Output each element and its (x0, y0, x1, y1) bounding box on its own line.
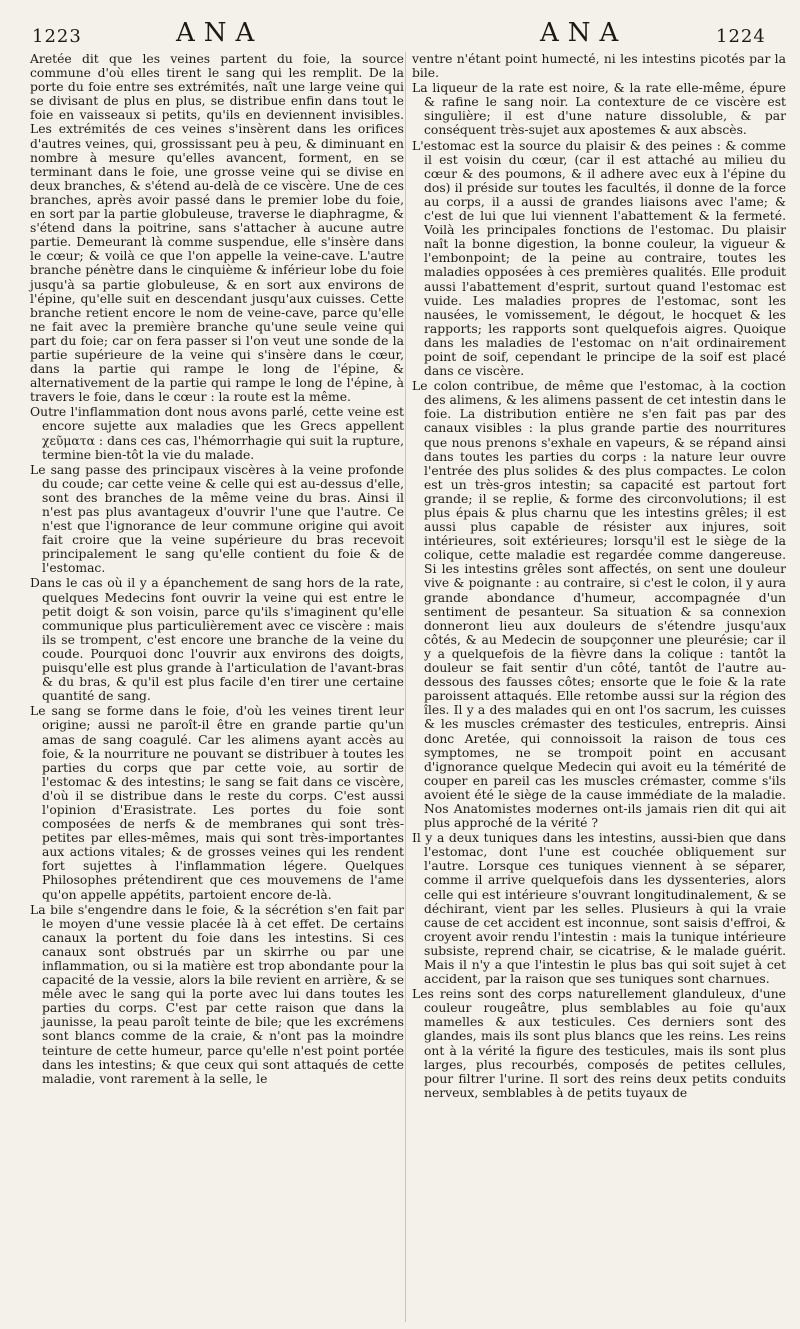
paragraph: La liqueur de la rate est noire, & la rate elle-même, épure & rafine le sang noir. La contexture de ce viscère est singulière; il est d'une nature dissoluble, & par conséquent très-sujet aux apostemes & aux abscès. (412, 81, 786, 138)
paragraph: Outre l'inflammation dont nous avons parlé, cette veine est encore sujette aux maladies que les Grecs appellent χεῦματα : dans ces cas, l'hémorrhagie qui suit la rupture, termine bien-tôt la vie du malade. (30, 405, 404, 462)
paragraph: Dans le cas où il y a épanchement de sang hors de la rate, quelques Medecins font ouvrir la veine qui est entre le petit doigt & son voisin, parce qu'ils s'imaginent qu'elle communique plus particulièrement avec ce viscère : mais ils se trompent, c'est encore une branche de la veine du coude. Pourquoi donc l'ouvrir aux environs des doigts, puisqu'elle est plus grande à l'articulation de l'avant-bras & du bras, & qu'il est plus facile d'en tirer une certaine quantité de sang. (30, 576, 404, 704)
paragraph: ventre n'étant point humecté, ni les intestins picotés par la bile. (412, 52, 786, 81)
running-head-right: ANA (540, 18, 628, 48)
column-divider (405, 52, 406, 1322)
paragraph: Le colon contribue, de même que l'estomac, à la coction des alimens, & les alimens passent de cet intestin dans le foie. La distribution entière ne s'en fait pas par des canaux visibles : la plus grande partie des nourritures que nous prenons s'exhale en vapeurs, & se répand ainsi dans toutes les parties du corps : la nature leur ouvre l'entrée des plus solides & des plus compactes. Le colon est un très-gros intestin; sa capacité est partout fort grande; il se replie, & forme des circonvolutions; il est plus épais & plus charnu que les intestins grêles; il est aussi plus capable de résister aux injures, soit intérieures, soit extérieures; lorsqu'il est le siège de la colique, cette maladie est regardée comme dangereuse. Si les intestins grêles sont affectés, on sent une douleur vive & poignante : au contraire, si c'est le colon, il y aura grande abondance d'humeur, accompagnée d'un sentiment de pesanteur. Sa situation & sa connexion donneront lieu aux douleurs de s'étendre jusqu'aux côtés, & au Medecin de soupçonner une pleurésie; car il y a quelquefois de la fièvre dans la colique : tantôt la douleur se fait sentir d'un côté, tantôt de l'autre au-dessous des fausses côtes; ensorte que le foie & la rate paroissent attaqués. Elle retombe aussi sur la région des îles. Il y a des malades qui en ont l'os sacrum, les cuisses & les muscles crémaster des testicules, entrepris. Ainsi donc Aretée, qui connoissoit la raison de tous ces symptomes, ne se trompoit point en accusant d'ignorance quelque Medecin qui avoit eu la témérité de couper en pareil cas les muscles crémaster, comme s'ils avoient été le siège de la cause immédiate de la maladie. Nos Anatomistes modernes ont-ils jamais rien dit qui ait plus approché de la vérité ? (412, 379, 786, 831)
page-number-left: 1223 (32, 26, 82, 47)
paragraph: Il y a deux tuniques dans les intestins, aussi-bien que dans l'estomac, dont l'une est couchée obliquement sur l'autre. Lorsque ces tuniques viennent à se séparer, comme il arrive quelquefois dans les dyssenteries, alors celle qui est intérieure s'ouvrant longitudinalement, & se déchirant, vient par les selles. Plusieurs à qui la vraie cause de cet accident est inconnue, sont saisis d'effroi, & croyent avoir rendu l'intestin : mais la tunique intérieure subsiste, reprend chair, se cicatrise, & le malade guérit. Mais il n'y a que l'intestin le plus bas qui soit sujet à cet accident, par la raison que ses tuniques sont charnues. (412, 831, 786, 987)
paragraph: Aretée dit que les veines partent du foie, la source commune d'où elles tirent le sang qui les remplit. De la porte du foie entre ses extrémités, naît une large veine qui se divisant de plus en plus, se distribue enfin dans tout le foie en vaisseaux si petits, qu'ils en deviennent invisibles. Les extrémités de ces veines s'insèrent dans les orifices d'autres veines, qui, grossissant peu à peu, & diminuant en nombre à mesure qu'elles avancent, forment, en se terminant dans le foie, une grosse veine qui se divise en deux branches, & s'étend au-delà de ce viscère. Une de ces branches, après avoir passé dans le premier lobe du foie, en sort par la partie globuleuse, traverse le diaphragme, & s'étend dans la poitrine, sans s'attacher à aucune autre partie. Demeurant là comme suspendue, elle s'insère dans le cœur; & voilà ce que l'on appelle la veine-cave. L'autre branche pénètre dans le cinquième & inférieur lobe du foie jusqu'à sa partie globuleuse, & en sort aux environs de l'épine, qu'elle suit en descendant jusqu'aux cuisses. Cette branche retient encore le nom de veine-cave, parce qu'elle ne fait avec la première branche qu'une seule veine qui part du foie; car on fera passer si l'on veut une sonde de la partie supérieure de la veine qui s'insère dans le cœur, dans la partie qui rampe le long de l'épine, & alternativement de la partie qui rampe le long de l'épine, à travers le foie, dans le cœur : la route est la même. (30, 52, 404, 405)
running-head-left: ANA (176, 18, 264, 48)
paragraph: Les reins sont des corps naturellement glanduleux, d'une couleur rougeâtre, plus semblables au foie qu'aux mamelles & aux testicules. Ces derniers sont des glandes, mais ils sont plus blancs que les reins. Les reins ont à la vérité la figure des testicules, mais ils sont plus larges, plus recourbés, composés de petites cellules, pour filtrer l'urine. Il sort des reins deux petits conduits nerveux, semblables à de petits tuyaux de (412, 987, 786, 1100)
left-column (30, 52, 404, 1087)
paragraph: Le sang passe des principaux viscères à la veine profonde du coude; car cette veine & celle qui est au-dessus d'elle, sont des branches de la même veine du bras. Ainsi il n'est pas plus avantageux d'ouvrir l'une que l'autre. Ce n'est que l'ignorance de leur commune origine qui avoit fait croire que la veine supérieure du bras recevoit principalement le sang qu'elle contient du foie & de l'estomac. (30, 462, 404, 576)
page-number-right: 1224 (716, 26, 766, 47)
paragraph: Le sang se forme dans le foie, d'où les veines tirent leur origine; aussi ne paroît-il être en grande partie qu'un amas de sang coagulé. Car les alimens ayant accès au foie, & la nourriture ne pouvant se distribuer à toutes les parties du corps que par cette voie, au sortir de l'estomac & des intestins; le sang se fait dans ce viscère, d'où il se distribue dans le reste du corps. C'est aussi l'opinion d'Erasistrate. Les portes du foie sont composées de nerfs & de membranes qui sont très-petites par elles-mêmes, mais qui sont très-importantes aux actions vitales; & de grosses veines qui les rendent fort sujettes à l'inflammation légere. Quelques Philosophes prétendirent que ces mouvemens de l'ame qu'on appelle appétits, partoient encore de-là. (30, 704, 404, 902)
paragraph: La bile s'engendre dans le foie, & la sécrétion s'en fait par le moyen d'une vessie placée là à cet effet. De certains canaux la portent du foie dans les intestins. Si ces canaux sont obstrués par un skirrhe ou par une inflammation, ou si la matière est trop abondante pour la capacité de la vessie, alors la bile revient en arrière, & se mêle avec le sang qui la porte avec lui dans toutes les parties du corps. C'est par cette raison que dans la jaunisse, la peau paroît teinte de bile; que les excrémens sont blancs comme de la craie, & n'ont pas la moindre teinture de cette humeur, parce qu'elle n'est point portée dans les intestins; & que ceux qui sont attaqués de cette maladie, vont rarement à la selle, le (30, 902, 404, 1086)
right-column (412, 52, 786, 1101)
paragraph: L'estomac est la source du plaisir & des peines : & comme il est voisin du cœur, (car il est attaché au milieu du cœur & des poumons, & il adhere avec eux à l'épine du dos) il préside sur toutes les facultés, il donne de la force au corps, il a aussi de grandes liaisons avec l'ame; & c'est de lui que lui viennent l'abattement & la fermeté. Voilà les principales fonctions de l'estomac. Du plaisir naît la bonne digestion, la bonne couleur, la vigueur & l'embonpoint; de la peine au contraire, toutes les maladies opposées à ces premières qualités. Elle produit aussi l'abattement d'esprit, surtout quand l'estomac est vuide. Les maladies propres de l'estomac, sont les nausées, le vomissement, le dégout, le hocquet & les rapports; les rapports sont quelquefois aigres. Quoique dans les maladies de l'estomac on n'ait ordinairement point de soif, cependant le principe de la soif est placé dans ce viscère. (412, 138, 786, 379)
